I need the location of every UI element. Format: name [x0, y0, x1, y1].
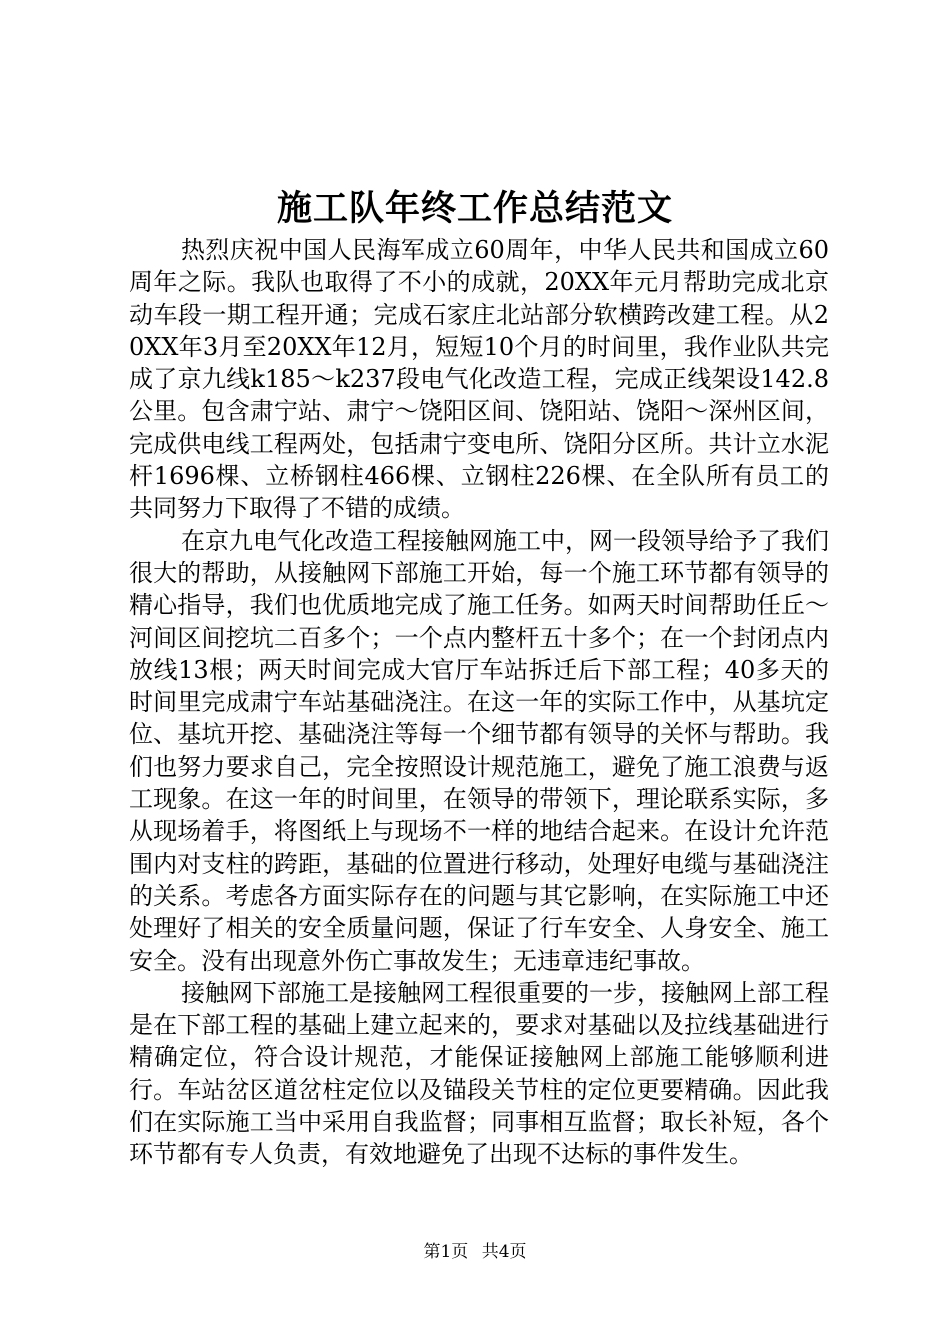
page-number: 第1页: [423, 1242, 469, 1262]
paragraph-1: 热烈庆祝中国人民海军成立60周年，中华人民共和国成立60周年之际。我队也取得了不小的成就，20XX年元月帮助完成北京动车段一期工程开通；完成石家庄北站部分软横跨改建工程。从20XX年3月至20XX年12月，短短10个月的时间里，我作业队共完成了京九线k185～k237段电气化改造工程，完成正线架设142.8公里。包含肃宁站、肃宁～饶阳区间、饶阳站、饶阳～深州区间，完成供电线工程两处，包括肃宁变电所、饶阳分区所。共计立水泥杆1696棵、立桥钢柱466棵、立钢柱226棵、在全队所有员工的共同努力下取得了不错的成绩。: [129, 236, 829, 523]
page-total: 共4页: [481, 1242, 527, 1262]
paragraph-2: 在京九电气化改造工程接触网施工中，网一段领导给予了我们很大的帮助，从接触网下部施工开始，每一个施工环节都有领导的精心指导，我们也优质地完成了施工任务。如两天时间帮助任丘～河间区间挖坑二百多个；一个点内整杆五十多个；在一个封闭点内放线13根；两天时间完成大官厅车站拆迁后下部工程；40多天的时间里完成肃宁车站基础浇注。在这一年的实际工作中，从基坑定位、基坑开挖、基础浇注等每一个细节都有领导的关怀与帮助。我们也努力要求自己，完全按照设计规范施工，避免了施工浪费与返工现象。在这一年的时间里，在领导的带领下，理论联系实际，多从现场着手，将图纸上与现场不一样的地结合起来。在设计允许范围内对支柱的跨距，基础的位置进行移动，处理好电缆与基础浇注的关系。考虑各方面实际存在的问题与其它影响，在实际施工中还处理好了相关的安全质量问题，保证了行车安全、人身安全、施工安全。没有出现意外伤亡事故发生；无违章违纪事故。: [129, 526, 829, 975]
page-footer: [0, 1240, 950, 1264]
document-body: [129, 234, 829, 1171]
document-title: 施工队年终工作总结范文: [276, 188, 673, 229]
paragraph-3: 接触网下部施工是接触网工程很重要的一步，接触网上部工程是在下部工程的基础上建立起来的，要求对基础以及拉线基础进行精确定位，符合设计规范，才能保证接触网上部施工能够顺利进行。车站岔区道岔柱定位以及锚段关节柱的定位更要精确。因此我们在实际施工当中采用自我监督；同事相互监督；取长补短，各个环节都有专人负责，有效地避免了出现不达标的事件发生。: [129, 978, 829, 1169]
